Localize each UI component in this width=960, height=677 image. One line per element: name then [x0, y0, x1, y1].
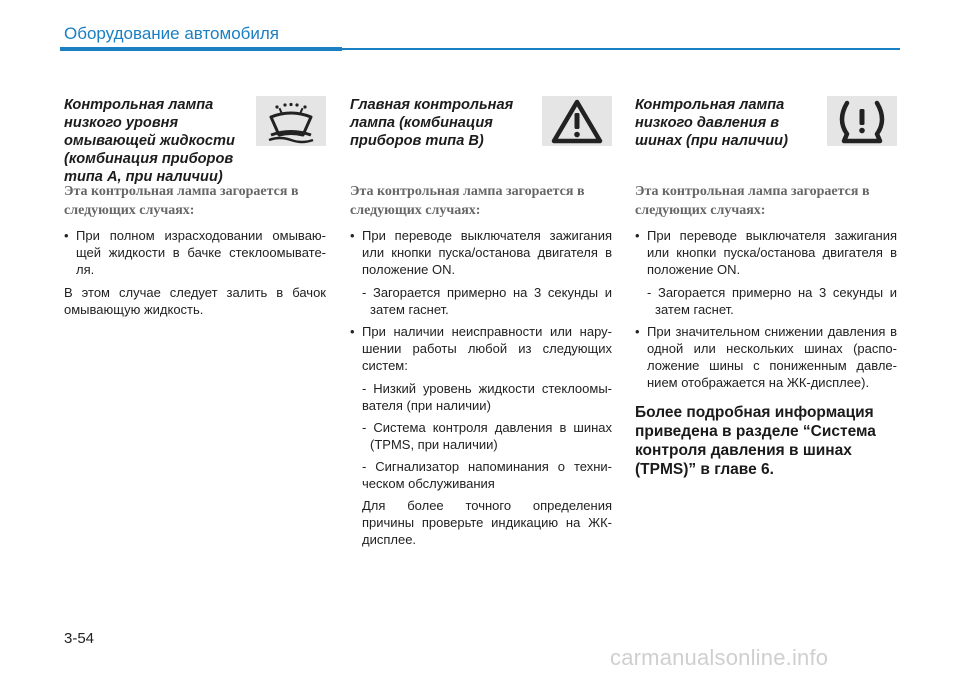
sub-item: - Сигнализатор напоминания о техни-ческом обслуживания	[362, 459, 612, 491]
sub-item: - Загорается примерно на 3 секунды и затем гаснет.	[647, 285, 897, 317]
sub-item: - Низкий уровень жидкости стеклоомы-вателя (при наличии)	[362, 381, 612, 413]
watermark: carmanualsonline.info	[610, 645, 829, 670]
column-subtitle: Эта контрольная лампа загорается в следующих случаях:	[635, 184, 870, 218]
washer-fluid-icon	[256, 96, 326, 146]
tire-pressure-icon	[827, 96, 897, 146]
column-title: Главная контрольная лампа (комбинация приборов типа B)	[350, 97, 514, 149]
bullet-item: • При полном израсходовании омываю-щей жидкости в бачке стеклоомывате-ля.	[64, 228, 326, 277]
column-tire-pressure	[635, 96, 897, 479]
bullet-item: • При значительном снижении давления в одной или нескольких шинах (распо-ложение шины с пониженным давле-нием отображается на ЖК-дисплее).	[635, 324, 897, 390]
sub-item-note: Для более точного определения причины проверьте индикацию на ЖК-дисплее.	[362, 498, 612, 547]
column-title: Контрольная лампа низкого давления в шинах (при наличии)	[635, 97, 788, 149]
column-master-warning	[350, 96, 612, 553]
page-number: 3-54	[64, 630, 95, 647]
sub-item: - Загорается примерно на 3 секунды и затем гаснет.	[362, 285, 612, 317]
header-rule-thin	[342, 48, 900, 50]
bullet-item: • При переводе выключателя зажигания или кнопки пуска/останова двигателя в положение ON.	[350, 228, 612, 277]
bullet-item: • При переводе выключателя зажигания или кнопки пуска/останова двигателя в положение ON.	[635, 228, 897, 277]
column-subtitle: Эта контрольная лампа загорается в следующих случаях:	[64, 184, 299, 218]
header-rule-thick	[60, 47, 342, 51]
section-header-title: Оборудование автомобиля	[64, 24, 280, 43]
column-title: Контрольная лампа низкого уровня омывающей жидкости (комбинация приборов типа А, при наличии)	[64, 97, 235, 185]
sub-item: - Система контроля давления в шинах (TPMS, при наличии)	[362, 420, 612, 452]
bullet-item: • При наличии неисправности или нару-шении работы любой из следующих систем:	[350, 324, 612, 373]
note-paragraph: В этом случае следует залить в бачок омывающую жидкость.	[64, 285, 326, 317]
column-subtitle: Эта контрольная лампа загорается в следующих случаях:	[350, 184, 585, 218]
more-info-heading: Более подробная информация приведена в разделе “Система контроля давления в шинах (TPMS)” в главе 6.	[635, 404, 876, 478]
column-washer-fluid	[64, 96, 326, 324]
warning-triangle-icon	[542, 96, 612, 146]
